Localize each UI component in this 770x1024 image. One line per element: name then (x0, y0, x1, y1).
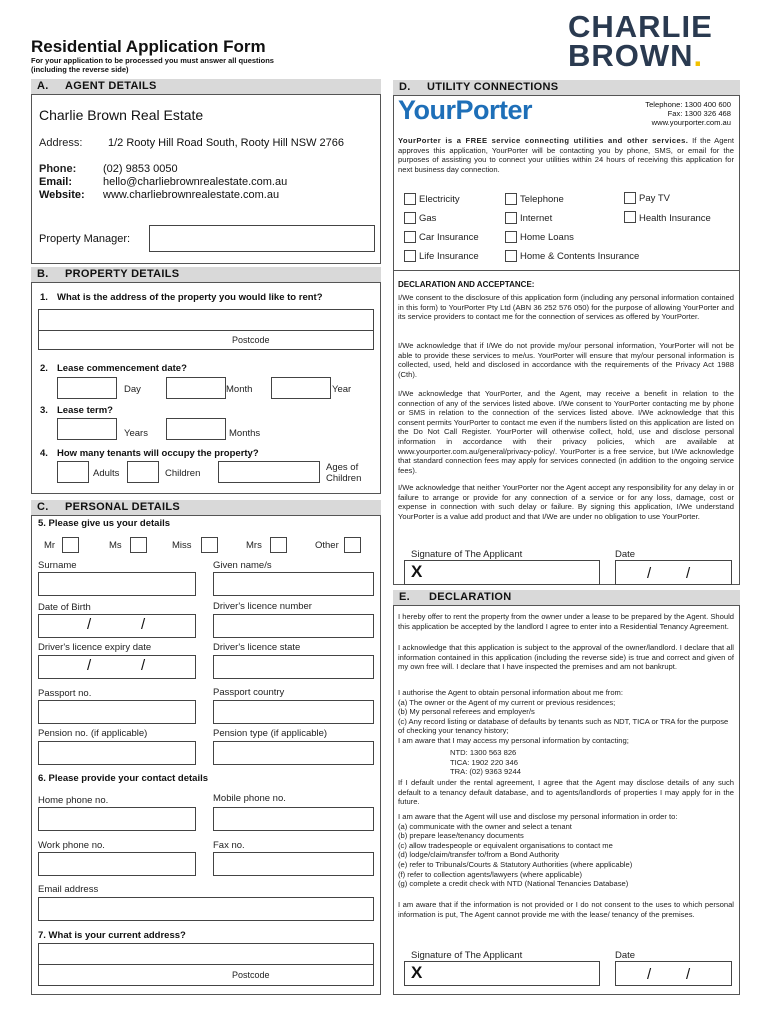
home-phone-input[interactable] (38, 807, 196, 831)
p3-line-1: I authorise the Agent to obtain personal information about me from: (398, 688, 623, 697)
e-signature-input[interactable] (404, 961, 600, 986)
p5-line-3: (b) prepare lease/tenancy documents (398, 831, 524, 841)
e-signature-x: X (411, 963, 423, 982)
licence-expiry-input[interactable] (38, 655, 196, 679)
agency-phone: (02) 9853 0050 (103, 163, 178, 175)
property-manager-label: Property Manager: (39, 233, 131, 245)
mobile-phone-label: Mobile phone no. (213, 793, 286, 804)
contact-tra: TRA: (02) 9363 9244 (450, 767, 521, 777)
passport-country-input[interactable] (213, 700, 374, 724)
q5-label: 5. Please give us your details (38, 518, 171, 529)
home-loans-label: Home Loans (520, 232, 574, 243)
adults-input[interactable] (57, 461, 89, 483)
q4-label: How many tenants will occupy the property? (57, 448, 259, 459)
q2-label: Lease commencement date? (57, 363, 187, 374)
q2-number: 2. (40, 363, 48, 374)
passport-number-label: Passport no. (38, 688, 92, 699)
section-c-letter: C. (37, 501, 49, 513)
e-date-label: Date (615, 950, 636, 961)
home-phone-label: Home phone no. (38, 795, 109, 806)
months-label: Months (229, 428, 261, 439)
property-manager-input[interactable] (149, 225, 375, 252)
electricity-label: Electricity (419, 194, 460, 205)
surname-label: Surname (38, 560, 77, 571)
title-miss-label: Miss (172, 540, 192, 551)
internet-label: Internet (520, 213, 553, 224)
email-address-label: Email address (38, 884, 99, 895)
section-b-title: PROPERTY DETAILS (65, 268, 180, 280)
title-ms-label: Ms (109, 540, 122, 551)
fax-label: Fax no. (213, 840, 245, 851)
dob-label: Date of Birth (38, 602, 91, 613)
q3-label: Lease term? (57, 405, 113, 416)
yourporter-brand-a: Your (398, 95, 456, 125)
yourporter-intro-body: If the Agent approves this application, YourPorter will be contacting you by phone, SMS, or email for the purposes of assisting you to connect your utilities within 24 hours of receiving this application for next business day connection. (398, 136, 734, 174)
property-address-input[interactable] (38, 309, 374, 331)
form-subtitle-2: (including the reverse side) (31, 65, 129, 74)
email-label: Email: (39, 176, 73, 188)
mobile-phone-input[interactable] (213, 807, 374, 831)
declaration-acceptance-title: DECLARATION AND ACCEPTANCE: (398, 280, 535, 289)
dob-slash-2: / (141, 616, 146, 633)
pension-type-input[interactable] (213, 741, 374, 765)
title-mrs-checkbox[interactable] (270, 537, 287, 553)
current-postcode-label: Postcode (232, 970, 270, 980)
address-label: Address: (39, 137, 83, 149)
dob-slash-1: / (87, 616, 92, 633)
yourporter-para-2: I/We acknowledge that if I/We do not provide my/our personal information, YourPorter will not be able to provide these services to me/us. YourPorter will ensure that my/our personal information is collected, used, held and disclosed in accordance with the requirements of the Privacy Act 1988 (Cth). (398, 341, 734, 379)
contact-tica: TICA: 1902 220 346 (450, 757, 518, 767)
e-date-slash-2: / (686, 966, 691, 983)
title-miss-checkbox[interactable] (201, 537, 218, 553)
logo-line-2-wrap (568, 38, 703, 77)
p3-line-4: (c) Any record listing or database of defaults by tenants such as NDT, TICA or TRA for the purpose of checking your tenancy history; (398, 716, 729, 736)
section-a-letter: A. (37, 80, 49, 92)
title-mr-label: Mr (44, 540, 56, 551)
ages-label: Ages of (326, 462, 359, 473)
title-other-checkbox[interactable] (344, 537, 361, 553)
d-signature-input[interactable] (404, 560, 600, 585)
d-date-input[interactable] (615, 560, 732, 585)
section-a-header (31, 79, 381, 94)
contact-ntd: NTD: 1300 563 826 (450, 748, 517, 757)
yourporter-logo (398, 95, 532, 126)
p3-line-5: I am aware that I may access my personal information by contacting; (398, 735, 629, 745)
gas-label: Gas (419, 213, 437, 224)
fax-input[interactable] (213, 852, 374, 876)
p5-line-7: (f) refer to collection agents/lawyers (where applicable) (398, 869, 583, 879)
title-ms-checkbox[interactable] (130, 537, 147, 553)
passport-country-label: Passport country (213, 687, 285, 698)
phone-label: Phone: (39, 163, 77, 175)
year-label: Year (332, 384, 352, 395)
q1-label: What is the address of the property you would like to rent? (57, 292, 323, 303)
work-phone-label: Work phone no. (38, 840, 105, 851)
licence-state-input[interactable] (213, 655, 374, 679)
lease-years-input[interactable] (57, 418, 117, 440)
licence-number-input[interactable] (213, 614, 374, 638)
home-contents-label: Home & Contents Insurance (520, 251, 640, 262)
agency-address: 1/2 Rooty Hill Road South, Rooty Hill NSW 2766 (108, 137, 344, 149)
section-d-header (393, 80, 740, 95)
section-c-header (31, 500, 381, 515)
children-ages-input[interactable] (218, 461, 320, 483)
declaration-para-6: I am aware that if the information is not provided or I do not consent to the uses to which personal information is put, The Agent cannot provide me with the lease/ tenancy of the premises. (398, 900, 734, 919)
q3-number: 3. (40, 405, 48, 416)
title-mr-checkbox[interactable] (62, 537, 79, 553)
p5-line-8: (g) complete a credit check with NTD (National Tenancies Database) (398, 879, 629, 889)
yourporter-telephone: Telephone: 1300 400 600 (645, 100, 731, 109)
section-b-header (31, 267, 381, 282)
agency-email: hello@charliebrownrealestate.com.au (103, 176, 288, 188)
section-e-title: DECLARATION (429, 591, 512, 603)
logo-line-2: BROWN (568, 38, 694, 73)
yourporter-para-3: I/We acknowledge that YourPorter, and the Agent, may receive a benefit in relation to the connection of any of the services listed above. I/We consent to YourPorter contacting me by phone or SMS in relation to the connection of the services listed above. I/We acknowledge that this consent permits YourPorter to contact me even if the numbers listed on this application are listed on the Do Not Call Register. YourPorter will otherwise collect, hold, use and disclose personal information in accordance with their privacy policies, which are available at www.yourporter.com.au/general/privacy-policy/. YourPorter is a free service, but I/We acknowledge that standard connection fees may apply for services connected (in addition to the ongoing service fees). (398, 389, 734, 475)
q1-number: 1. (40, 292, 48, 303)
yourporter-fax: Fax: 1300 326 468 (667, 109, 731, 118)
q4-number: 4. (40, 448, 48, 459)
form-title: Residential Application Form (31, 37, 266, 56)
logo-line-1: CHARLIE (568, 9, 713, 44)
expiry-slash-2: / (141, 657, 146, 674)
licence-number-label: Driver's licence number (213, 601, 312, 612)
title-other-label: Other (315, 540, 339, 551)
pay-tv-label: Pay TV (639, 193, 670, 204)
telephone-checkbox[interactable] (505, 193, 517, 205)
title-mrs-label: Mrs (246, 540, 262, 551)
work-phone-input[interactable] (38, 852, 196, 876)
lease-day-input[interactable] (57, 377, 117, 399)
p5-line-4: (c) allow tradespeople or equivalent organisations to contact me (398, 840, 613, 850)
yourporter-para-4: I/We acknowledge that neither YourPorter nor the Agent accept any responsibility for any delay in or failure to arrange or provide for any connection of a service or for any loss, damage, cost or expense in connection with such delay or failure. By signing this application, I/We understand YourPorter is a value add product and that I/We are under no obligation to use YourPorter. (398, 483, 734, 521)
current-address-input[interactable] (38, 943, 374, 965)
health-insurance-label: Health Insurance (639, 213, 711, 224)
children-label: Children (165, 468, 201, 479)
e-date-input[interactable] (615, 961, 732, 986)
section-d-divider (393, 270, 740, 271)
d-date-label: Date (615, 549, 636, 560)
d-date-slash-2: / (686, 565, 691, 582)
section-d-letter: D. (399, 81, 411, 93)
postcode-label: Postcode (232, 335, 270, 345)
d-date-slash-1: / (647, 565, 652, 582)
adults-label: Adults (93, 468, 120, 479)
children-input[interactable] (127, 461, 159, 483)
pension-type-label: Pension type (if applicable) (213, 728, 328, 739)
form-subtitle: For your application to be processed you must answer all questions (31, 56, 274, 65)
d-signature-x: X (411, 562, 423, 581)
logo-dot: . (693, 38, 703, 73)
month-label: Month (226, 384, 253, 395)
car-insurance-label: Car Insurance (419, 232, 479, 243)
life-insurance-checkbox[interactable] (404, 250, 416, 262)
section-b-letter: B. (37, 268, 49, 280)
declaration-para-4: If I default under the rental agreement, I agree that the Agent may disclose details of any such default to a tenancy default database, and to agents/landlords of properties I may apply for in the future. (398, 778, 734, 807)
section-d-title: UTILITY CONNECTIONS (427, 81, 559, 93)
ages-label-2: Children (326, 473, 362, 484)
property-address-input-2[interactable] (38, 330, 374, 350)
e-date-slash-1: / (647, 966, 652, 983)
tenancy-database-contacts (450, 748, 650, 777)
p5-line-1: I am aware that the Agent will use and disclose my personal information in order to: (398, 812, 678, 821)
lease-year-input[interactable] (271, 377, 331, 399)
pension-number-input[interactable] (38, 741, 196, 765)
electricity-checkbox[interactable] (404, 193, 416, 205)
home-loans-checkbox[interactable] (505, 231, 517, 243)
p5-line-5: (d) lodge/claim/transfer to/from a Bond Authority (398, 850, 560, 860)
car-insurance-checkbox[interactable] (404, 231, 416, 243)
telephone-label: Telephone (520, 194, 564, 205)
agency-name: Charlie Brown Real Estate (39, 107, 204, 123)
email-address-input[interactable] (38, 897, 374, 921)
yourporter-intro (398, 136, 734, 174)
declaration-para-1: I hereby offer to rent the property from the owner under a lease to be prepared by the Agent. Should this application be accepted by the landlord I agree to enter into a Residential Tenancy Agreement. (398, 612, 734, 631)
yourporter-web: www.yourporter.com.au (651, 118, 731, 127)
section-a-title: AGENT DETAILS (65, 80, 157, 92)
pension-number-label: Pension no. (if applicable) (38, 728, 148, 739)
lease-months-input[interactable] (166, 418, 226, 440)
d-signature-label: Signature of The Applicant (411, 549, 523, 560)
yourporter-intro-bold: YourPorter is a FREE service connecting utilities and other services. (398, 136, 689, 145)
charlie-brown-logo (568, 9, 738, 73)
day-label: Day (124, 384, 141, 395)
internet-checkbox[interactable] (505, 212, 517, 224)
lease-month-input[interactable] (166, 377, 226, 399)
current-address-input-2[interactable] (38, 964, 374, 986)
yourporter-para-1: I/We consent to the disclosure of this application form (including any personal information contained in this form) to YourPorter Pty Ltd (ABN 36 252 576 050) for the purpose of allowing YourPorter and its service providers to contact me for the connection of services as offered by YourPorter. (398, 293, 734, 322)
declaration-para-5 (398, 812, 734, 889)
surname-input[interactable] (38, 572, 196, 596)
passport-number-input[interactable] (38, 700, 196, 724)
section-e-header (393, 590, 740, 605)
p3-line-2: (a) The owner or the Agent of my current or previous residences; (398, 697, 616, 707)
section-c-title: PERSONAL DETAILS (65, 501, 181, 513)
gas-checkbox[interactable] (404, 212, 416, 224)
website-label: Website: (39, 189, 85, 201)
licence-state-label: Driver's licence state (213, 642, 301, 653)
home-contents-checkbox[interactable] (505, 250, 517, 262)
section-e-letter: E. (399, 591, 410, 603)
health-insurance-checkbox[interactable] (624, 211, 636, 223)
declaration-para-2: I acknowledge that this application is subject to the approval of the owner/landlord. I declare that all information contained in this application (including the reverse side) is true and correct and given of my own free will. I declare that I have inspected the premises and am not bankrupt. (398, 643, 734, 672)
p5-line-6: (e) refer to Tribunals/Courts & Statutory Authorities (where applicable) (398, 859, 633, 869)
expiry-slash-1: / (87, 657, 92, 674)
given-name-label: Given name/s (213, 560, 272, 571)
p5-line-2: (a) communicate with the owner and select a tenant (398, 821, 572, 831)
licence-expiry-label: Driver's licence expiry date (38, 642, 152, 653)
p3-line-3: (b) My personal referees and employer/s (398, 707, 535, 717)
life-insurance-label: Life Insurance (419, 251, 479, 262)
q7-label: 7. What is your current address? (38, 930, 186, 941)
declaration-para-3 (398, 688, 734, 746)
dob-input[interactable] (38, 614, 196, 638)
pay-tv-checkbox[interactable] (624, 192, 636, 204)
e-signature-label: Signature of The Applicant (411, 950, 523, 961)
q6-label: 6. Please provide your contact details (38, 773, 209, 784)
years-label: Years (124, 428, 148, 439)
agency-website: www.charliebrownrealestate.com.au (103, 189, 280, 201)
yourporter-brand-b: Porter (455, 95, 533, 125)
given-name-input[interactable] (213, 572, 374, 596)
